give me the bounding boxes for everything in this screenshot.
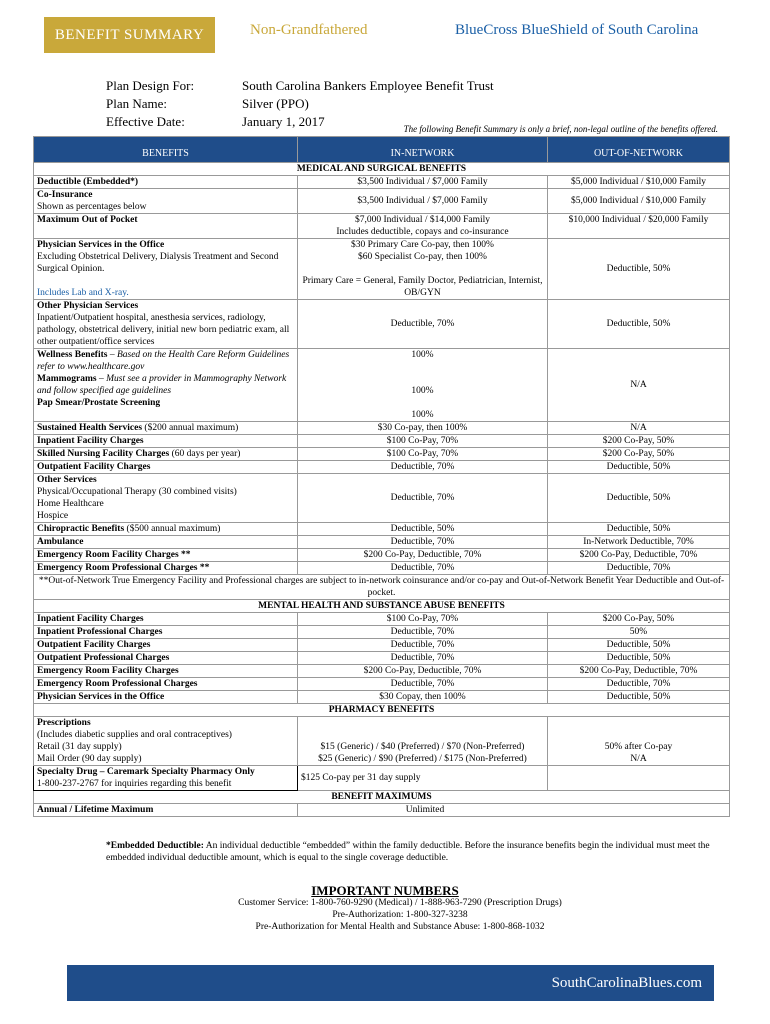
other-services-line: Hospice: [37, 511, 69, 521]
physician-lab: Includes Lab and X-ray.: [37, 288, 129, 298]
header-out-of-network: OUT-OF-NETWORK: [548, 137, 730, 163]
deductible-in: $3,500 Individual / $7,000 Family: [298, 176, 548, 189]
mammograms-sub: – Must see a provider in Mammography Network and follow specified age guidelines: [37, 374, 287, 396]
table-row: [34, 717, 730, 766]
coinsurance-out: $5,000 Individual / $10,000 Family: [548, 189, 730, 214]
pap-smear-in: 100%: [411, 410, 434, 420]
table-row: [34, 422, 730, 435]
row-label: Emergency Room Professional Charges **: [37, 563, 210, 573]
row-in: $30 Copay, then 100%: [298, 691, 548, 704]
table-row: [34, 474, 730, 523]
table-row: [34, 349, 730, 422]
row-label: Emergency Room Facility Charges: [37, 666, 179, 676]
benefit-summary-badge: BENEFIT SUMMARY: [44, 17, 215, 53]
plan-design-value: South Carolina Bankers Employee Benefit Trust: [242, 78, 494, 93]
other-services-out: Deductible, 50%: [548, 474, 730, 523]
other-physician-label: Other Physician Services: [37, 301, 139, 311]
row-out: $200 Co-Pay, Deductible, 70%: [548, 549, 730, 562]
table-row: [34, 639, 730, 652]
row-in: $100 Co-Pay, 70%: [298, 613, 548, 626]
footer-bar: [67, 965, 714, 1001]
row-in: Deductible, 70%: [298, 536, 548, 549]
wellness-sub: – Based on the Health Care Reform Guidelines refer to www.healthcare.gov: [37, 350, 290, 372]
other-services-in: Deductible, 70%: [298, 474, 548, 523]
row-out: $200 Co-Pay, Deductible, 70%: [548, 665, 730, 678]
other-services-label: Other Services: [37, 475, 97, 485]
row-in: $100 Co-Pay, 70%: [298, 448, 548, 461]
mammograms-label: Mammograms: [37, 374, 97, 384]
row-out: Deductible, 50%: [548, 639, 730, 652]
mail-order-out: N/A: [630, 754, 647, 764]
table-row: [34, 239, 730, 300]
table-row: [34, 300, 730, 349]
row-out: Deductible, 70%: [548, 678, 730, 691]
moop-label: Maximum Out of Pocket: [37, 215, 138, 225]
prescriptions-sub: (Includes diabetic supplies and oral contraceptives): [37, 730, 232, 740]
table-row: [34, 536, 730, 549]
row-label: Emergency Room Professional Charges: [37, 679, 198, 689]
row-in: $30 Co-pay, then 100%: [298, 422, 548, 435]
table-row: [34, 214, 730, 239]
footer-url[interactable]: SouthCarolinaBlues.com: [551, 974, 702, 991]
table-row: [34, 626, 730, 639]
row-label: Inpatient Facility Charges: [37, 614, 144, 624]
table-row: [34, 652, 730, 665]
row-out: In-Network Deductible, 70%: [548, 536, 730, 549]
row-out: Deductible, 50%: [548, 691, 730, 704]
other-physician-in: Deductible, 70%: [298, 300, 548, 349]
row-out: 50%: [548, 626, 730, 639]
table-row: [34, 613, 730, 626]
row-label: Outpatient Professional Charges: [37, 653, 170, 663]
header-in-network: IN-NETWORK: [298, 137, 548, 163]
table-header-row: [34, 137, 730, 163]
embedded-note-text: An individual deductible “embedded” within the family deductible. Before the insurance benefits begin the individual must meet the embedded individual deductible amount, which is equal to the single coverage deductible.: [106, 841, 710, 863]
row-out: $200 Co-Pay, 50%: [548, 613, 730, 626]
plan-name-value: Silver (PPO): [242, 96, 309, 111]
row-in: Deductible, 70%: [298, 652, 548, 665]
row-label: Outpatient Facility Charges: [37, 640, 151, 650]
row-out: Deductible, 50%: [548, 461, 730, 474]
effective-date-value: January 1, 2017: [242, 114, 325, 129]
row-in: $100 Co-Pay, 70%: [298, 435, 548, 448]
wellness-label: Wellness Benefits: [37, 350, 108, 360]
other-services-line: Home Healthcare: [37, 499, 104, 509]
table-row: [34, 678, 730, 691]
row-label: Skilled Nursing Facility Charges: [37, 449, 170, 459]
retail-label: Retail (31 day supply): [37, 742, 122, 752]
row-out: $200 Co-Pay, 50%: [548, 448, 730, 461]
row-out: N/A: [548, 422, 730, 435]
table-row: [34, 549, 730, 562]
effective-date-label: Effective Date:: [106, 114, 185, 129]
row-in: Deductible, 70%: [298, 562, 548, 575]
row-in: Deductible, 70%: [298, 626, 548, 639]
deductible-label: Deductible (Embedded*): [37, 177, 139, 187]
coinsurance-label: Co-Insurance: [37, 190, 93, 200]
important-numbers-title: IMPORTANT NUMBERS: [311, 883, 459, 898]
row-in: $200 Co-Pay, Deductible, 70%: [298, 549, 548, 562]
preauth-line: Pre-Authorization: 1-800-327-3238: [332, 910, 468, 920]
row-label: Chiropractic Benefits: [37, 524, 125, 534]
coinsurance-in: $3,500 Individual / $7,000 Family: [298, 189, 548, 214]
plan-design-label: Plan Design For:: [106, 78, 195, 93]
pap-smear-label: Pap Smear/Prostate Screening: [37, 398, 161, 408]
table-row: [34, 523, 730, 536]
section-maximums: BENEFIT MAXIMUMS: [34, 791, 730, 804]
specialty-in: $125 Co-pay per 31 day supply: [298, 766, 548, 791]
coinsurance-sub: Shown as percentages below: [37, 202, 147, 212]
retail-in: $15 (Generic) / $40 (Preferred) / $70 (Non-Preferred): [320, 742, 525, 752]
row-label: Physician Services in the Office: [37, 692, 165, 702]
physician-sub: Excluding Obstetrical Delivery, Dialysis Treatment and Second Surgical Opinion.: [37, 252, 279, 274]
table-row: [34, 461, 730, 474]
grandfather-status: Non-Grandfathered: [250, 22, 368, 38]
row-sub: (60 days per year): [169, 449, 241, 459]
table-row: [34, 176, 730, 189]
brand-name: BlueCross BlueShield of South Carolina: [455, 22, 699, 38]
lifetime-label: Annual / Lifetime Maximum: [37, 805, 154, 815]
embedded-deductible-note: [106, 840, 726, 864]
row-in: Deductible, 70%: [298, 461, 548, 474]
benefits-table: [33, 136, 729, 817]
section-pharmacy: PHARMACY BENEFITS: [34, 704, 730, 717]
plan-name-label: Plan Name:: [106, 96, 168, 111]
moop-in: $7,000 Individual / $14,000 Family: [354, 215, 491, 225]
er-footnote: **Out-of-Network True Emergency Facility and Professional charges are subject to in-network coinsurance and/or co-pay and Out-of-Network Benefit Year Deductible and Out-of-pocket.: [34, 575, 730, 600]
physician-out: Deductible, 50%: [548, 239, 730, 300]
row-label: Outpatient Facility Charges: [37, 462, 151, 472]
physician-in-note: Primary Care = General, Family Doctor, Pediatrician, Internist, OB/GYN: [302, 276, 543, 298]
row-label: Inpatient Professional Charges: [37, 627, 163, 637]
row-in: Deductible, 50%: [298, 523, 548, 536]
row-in: Deductible, 70%: [298, 639, 548, 652]
physician-in-primary: $30 Primary Care Co-pay, then 100%: [351, 240, 494, 250]
table-row: [34, 691, 730, 704]
row-sub: ($500 annual maximum): [124, 524, 221, 534]
mail-order-label: Mail Order (90 day supply): [37, 754, 142, 764]
other-physician-sub: Inpatient/Outpatient hospital, anesthesia services, radiology, pathology, obstetrical delivery, initial new born pediatric exam, all other outpatient/office services: [37, 313, 290, 347]
table-row: [34, 665, 730, 678]
row-in: $200 Co-Pay, Deductible, 70%: [298, 665, 548, 678]
deductible-out: $5,000 Individual / $10,000 Family: [548, 176, 730, 189]
other-services-line: Physical/Occupational Therapy (30 combined visits): [37, 487, 237, 497]
section-mental-health: MENTAL HEALTH AND SUBSTANCE ABUSE BENEFITS: [34, 600, 730, 613]
retail-out: 50% after Co-pay: [604, 742, 673, 752]
row-out: Deductible, 50%: [548, 652, 730, 665]
wellness-in: 100%: [411, 350, 434, 360]
row-out: Deductible, 50%: [548, 523, 730, 536]
table-row: [34, 766, 730, 791]
table-row: [34, 448, 730, 461]
preauth-mental-line: Pre-Authorization for Mental Health and Substance Abuse: 1-800-868-1032: [255, 922, 545, 932]
row-out: Deductible, 70%: [548, 562, 730, 575]
specialty-sub: 1-800-237-2767 for inquiries regarding this benefit: [37, 779, 232, 789]
disclaimer: The following Benefit Summary is only a brief, non-legal outline of the benefits offered.: [403, 124, 718, 134]
moop-in-note: Includes deductible, copays and co-insurance: [336, 227, 509, 237]
table-row: [34, 562, 730, 575]
wellness-out: N/A: [548, 349, 730, 422]
lifetime-value: Unlimited: [298, 804, 730, 817]
row-out: $200 Co-Pay, 50%: [548, 435, 730, 448]
section-medical: MEDICAL AND SURGICAL BENEFITS: [34, 163, 730, 176]
other-physician-out: Deductible, 50%: [548, 300, 730, 349]
customer-service-line: Customer Service: 1-800-760-9290 (Medical) / 1-888-963-7290 (Prescription Drugs): [238, 898, 562, 908]
mail-order-in: $25 (Generic) / $90 (Preferred) / $175 (Non-Preferred): [318, 754, 527, 764]
row-label: Inpatient Facility Charges: [37, 436, 144, 446]
specialty-label: Specialty Drug – Caremark Specialty Pharmacy Only: [37, 767, 255, 777]
row-label: Ambulance: [37, 537, 84, 547]
row-sub: ($200 annual maximum): [142, 423, 239, 433]
physician-label: Physician Services in the Office: [37, 240, 165, 250]
mammograms-in: 100%: [411, 386, 434, 396]
row-label: Emergency Room Facility Charges **: [37, 550, 191, 560]
plan-info: [106, 77, 494, 131]
embedded-note-label: *Embedded Deductible:: [106, 841, 204, 851]
prescriptions-label: Prescriptions: [37, 718, 91, 728]
moop-out: $10,000 Individual / $20,000 Family: [548, 214, 730, 239]
physician-in-specialist: $60 Specialist Co-pay, then 100%: [358, 252, 487, 262]
row-in: Deductible, 70%: [298, 678, 548, 691]
table-row: [34, 435, 730, 448]
row-label: Sustained Health Services: [37, 423, 143, 433]
table-row: [34, 189, 730, 214]
header-benefits: BENEFITS: [34, 137, 298, 163]
table-row: [34, 804, 730, 817]
